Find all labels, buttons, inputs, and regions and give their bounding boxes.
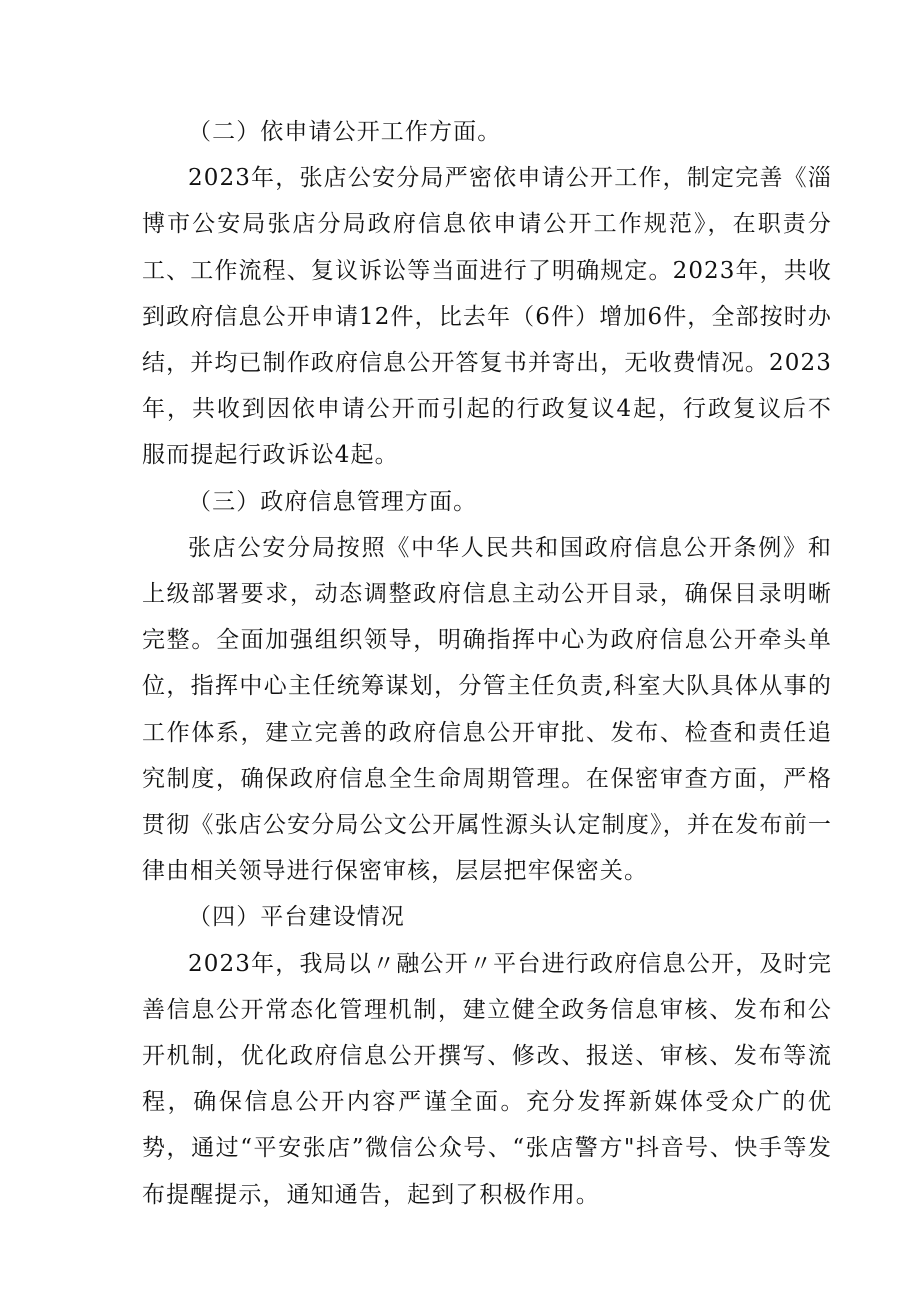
section-paragraph-3: 张店公安分局按照《中华人民共和国政府信息公开条例》和上级部署要求，动态调整政府信息主动公开目录，确保目录明晰完整。全面加强组织领导，明确指挥中心为政府信息公开牵头单位，指挥中心主任统筹谋划，分管主任负责,科室大队具体从事的工作体系，建立完善的政府信息公开审批、发布、检查和责任追究制度，确保政府信息全生命周期管理。在保密审查方面，严格贯彻《张店公安分局公文公开属性源头认定制度》，并在发布前一律由相关领导进行保密审核，层层把牢保密关。 <box>142 534 832 885</box>
section-heading-3: （三）政府信息管理方面。 <box>188 488 478 515</box>
document-body <box>142 109 832 1218</box>
section-paragraph-4: 2023年，我局以〃融公开〃平台进行政府信息公开，及时完善信息公开常态化管理机制，建立健全政务信息审核、发布和公开机制，优化政府信息公开撰写、修改、报送、审核、发布等流程，确保信息公开内容严谨全面。充分发挥新媒体受众广的优势，通过“平安张店”微信公众号、“张店警方"抖音号、快手等发布提醒提示，通知通告，起到了积极作用。 <box>142 950 832 1208</box>
section-paragraph-2: 2023年，张店公安分局严密依申请公开工作，制定完善《淄博市公安局张店分局政府信息依申请公开工作规范》，在职责分工、工作流程、复议诉讼等当面进行了明确规定。2023年，共收到政府信息公开申请12件，比去年（6件）增加6件，全部按时办结，并均已制作政府信息公开答复书并寄出，无收费情况。2023年，共收到因依申请公开而引起的行政复议4起，行政复议后不服而提起行政诉讼4起。 <box>142 165 832 469</box>
section-heading-4: （四）平台建设情况 <box>188 904 405 931</box>
section-heading-2: （二）依申请公开工作方面。 <box>188 119 502 145</box>
